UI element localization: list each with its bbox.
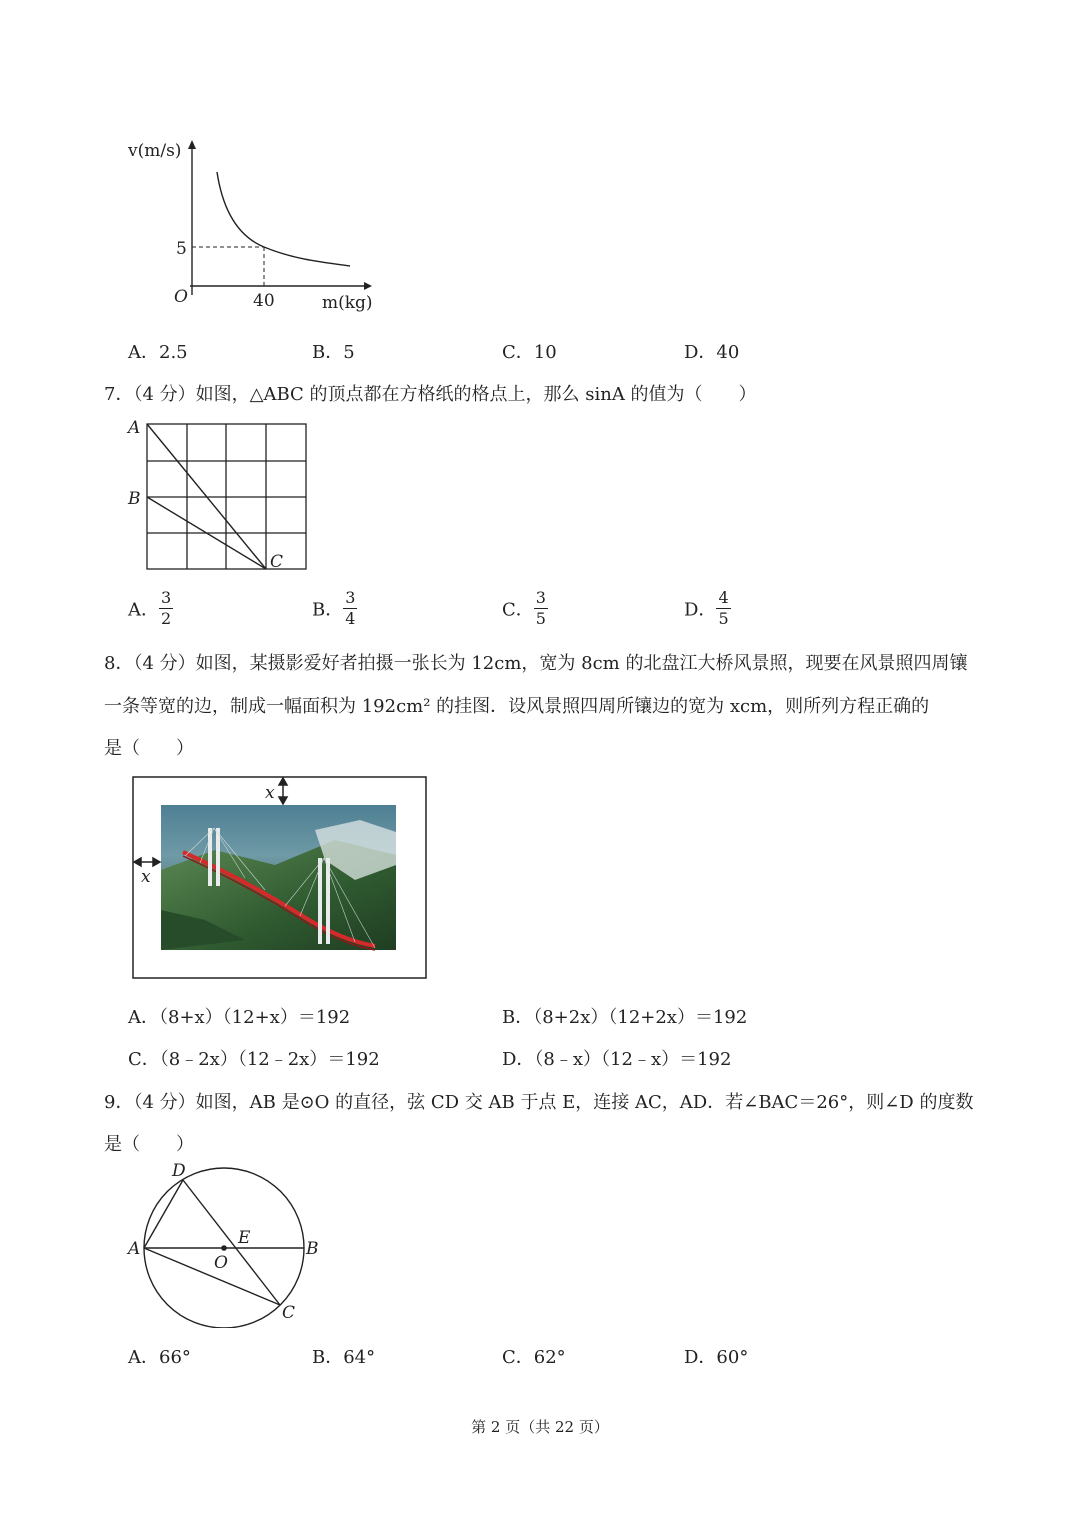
chord-ac [144, 1248, 280, 1305]
q9-option-c[interactable]: C．62° [502, 1347, 566, 1368]
x-axis-label: m(kg) [322, 293, 373, 313]
point-o-label: O [214, 1253, 228, 1273]
q8-stem-line-3: 是（ ） [104, 738, 194, 759]
q7-option-c[interactable] [502, 588, 548, 629]
y-axis-arrow [188, 140, 196, 149]
q6-option-d[interactable]: D．40 [684, 342, 740, 363]
chord-dc [183, 1180, 280, 1305]
fraction-denominator: 2 [161, 609, 172, 628]
point-c-label: C [282, 1303, 296, 1323]
chord-ad [144, 1180, 183, 1248]
velocity-mass-graph [120, 130, 390, 320]
circle-chord-figure [120, 1158, 330, 1328]
vertex-c-label: C [270, 552, 284, 572]
point-b-label: B [306, 1239, 319, 1259]
q7-option-a[interactable] [128, 588, 173, 629]
q9-option-a[interactable]: A．66° [128, 1347, 191, 1368]
inverse-curve [217, 172, 350, 266]
vertex-b-label: B [128, 489, 141, 509]
q9-option-b[interactable]: B．64° [312, 1347, 376, 1368]
fraction-numerator: 4 [718, 588, 729, 607]
fraction-numerator: 3 [345, 588, 356, 607]
fraction-denominator: 5 [718, 609, 729, 628]
q7-option-d[interactable] [684, 588, 731, 629]
fraction-numerator: 3 [161, 588, 172, 607]
fraction-numerator: 3 [535, 588, 546, 607]
fraction-denominator: 4 [345, 609, 356, 628]
q6-option-c[interactable]: C．10 [502, 342, 557, 363]
q7-option-c-letter: C． [502, 599, 534, 621]
q9-option-d[interactable]: D．60° [684, 1347, 749, 1368]
x-axis-arrow [364, 282, 372, 290]
q7-option-d-letter: D． [684, 599, 717, 621]
q8-option-d[interactable]: D．（8﹣x）（12﹣x）＝192 [502, 1049, 732, 1070]
q7-option-a-letter: A． [128, 599, 159, 621]
framed-photo-figure [125, 770, 435, 985]
point-e-label: E [238, 1228, 251, 1248]
side-margin-label: x [141, 867, 151, 887]
q8-option-c[interactable]: C．（8﹣2x）（12﹣2x）＝192 [128, 1049, 380, 1070]
grid-lines [147, 424, 306, 569]
q8-stem-line-2: 一条等宽的边，制成一幅面积为 192cm² 的挂图．设风景照四周所镶边的宽为 xcm，则所列方程正确的 [104, 696, 930, 717]
q7-option-d-fraction [716, 588, 730, 629]
point-a-label: A [128, 1239, 141, 1259]
fraction-denominator: 5 [535, 609, 546, 628]
q8-stem-line-1: 8．（4 分）如图，某摄影爱好者拍摄一张长为 12cm，宽为 8cm 的北盘江大桥风景照，现要在风景照四周镶 [104, 653, 968, 674]
q6-option-b[interactable]: B．5 [312, 342, 355, 363]
q8-option-b[interactable]: B．（8+2x）（12+2x）＝192 [502, 1007, 748, 1028]
q7-stem: 7．（4 分）如图，△ABC 的顶点都在方格纸的格点上，那么 sinA 的值为（ ） [104, 384, 757, 405]
q6-option-a[interactable]: A．2.5 [128, 342, 188, 363]
q7-option-c-fraction [534, 588, 548, 629]
q9-stem-line-1: 9．（4 分）如图，AB 是⊙O 的直径，弦 CD 交 AB 于点 E，连接 AC，AD．若∠BAC＝26°，则∠D 的度数 [104, 1092, 974, 1113]
y-axis-label: v(m/s) [128, 141, 182, 161]
bridge-photo [161, 805, 396, 950]
x-tick-label: 40 [253, 291, 275, 311]
q7-option-b[interactable] [312, 588, 357, 629]
page-number-footer: 第 2 页（共 22 页） [471, 1418, 609, 1436]
point-d-label: D [172, 1161, 186, 1181]
vertex-a-label: A [128, 418, 141, 438]
q7-option-a-fraction [159, 588, 173, 629]
center-point [221, 1245, 227, 1251]
q8-option-a[interactable]: A．（8+x）（12+x）＝192 [128, 1007, 351, 1028]
grid-triangle-figure [120, 415, 320, 580]
q9-stem-line-2: 是（ ） [104, 1134, 194, 1155]
q7-option-b-letter: B． [312, 599, 344, 621]
top-margin-label: x [265, 783, 275, 803]
q7-option-b-fraction [343, 588, 357, 629]
y-tick-label: 5 [176, 239, 187, 259]
origin-label: O [174, 287, 188, 307]
